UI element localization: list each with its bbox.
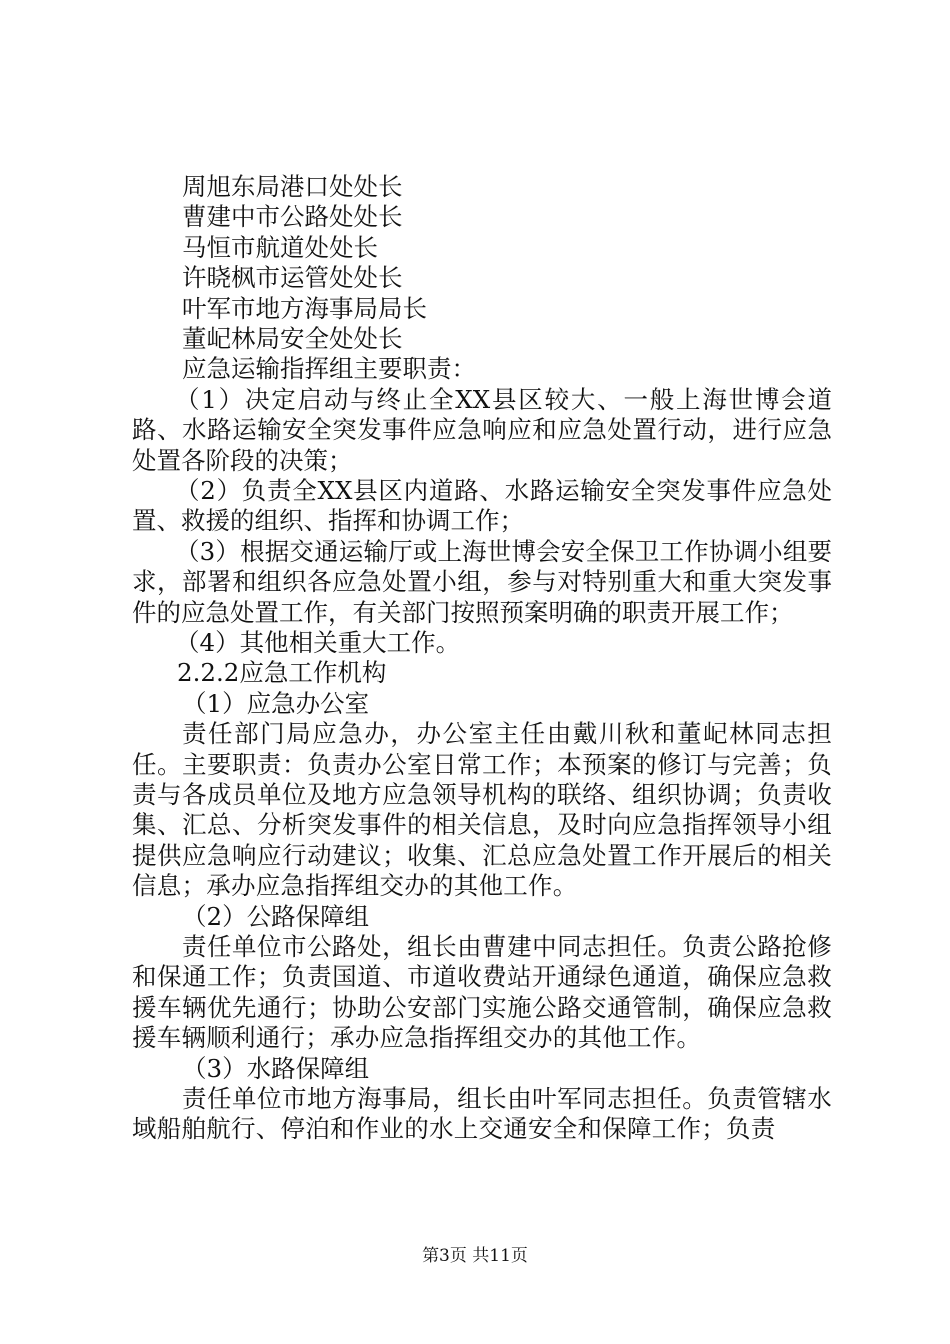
member-line: 马恒市航道处处长 [182,232,378,262]
unit-heading: （1）应急办公室 [182,688,370,718]
duty-item: （3）根据交通运输厅或上海世博会安全保卫工作协调小组要求，部署和组织各应急处置小组，参与对特别重大和重大突发事件的应急处置工作，有关部门按照预案明确的职责开展工作； [132,536,832,627]
member-line: 叶军市地方海事局局长 [182,293,427,323]
member-line: 董屺林局安全处处长 [182,323,403,353]
member-line: 周旭东局港口处处长 [182,172,403,201]
unit-heading: （3）水路保障组 [182,1053,370,1083]
document-body [132,172,832,1145]
duty-item: （2）负责全XX县区内道路、水路运输安全突发事件应急处置、救援的组织、指挥和协调工作； [132,475,832,536]
duty-item: （1）决定启动与终止全XX县区较大、一般上海世博会道路、水路运输安全突发事件应急响应和应急处置行动，进行应急处置各阶段的决策； [132,384,832,475]
unit-description: 责任单位市地方海事局，组长由叶军同志担任。负责管辖水域船舶航行、停泊和作业的水上交通安全和保障工作；负责 [132,1084,832,1144]
member-line: 曹建中市公路处处长 [182,202,403,232]
unit-heading: （2）公路保障组 [182,901,370,931]
unit-description: 责任单位市公路处，组长由曹建中同志担任。负责公路抢修和保通工作；负责国道、市道收费站开通绿色通道，确保应急救援车辆优先通行；协助公安部门实施公路交通管制，确保应急救援车辆顺利通行；承办应急指挥组交办的其他工作。 [132,932,832,1053]
duty-item: （4）其他相关重大工作。 [175,627,461,657]
member-line: 许晓枫市运管处处长 [182,263,403,293]
unit-description: 责任部门局应急办，办公室主任由戴川秋和董屺林同志担任。主要职责：负责办公室日常工作；本预案的修订与完善；负责与各成员单位及地方应急领导机构的联络、组织协调；负责收集、汇总、分析突发事件的相关信息，及时向应急指挥领导小组提供应急响应行动建议；收集、汇总应急处置工作开展后的相关信息；承办应急指挥组交办的其他工作。 [132,719,832,901]
section-title: 2.2.2应急工作机构 [177,658,387,688]
duties-heading: 应急运输指挥组主要职责： [182,354,476,384]
page-footer: 第3页 共11页 [422,1246,528,1266]
